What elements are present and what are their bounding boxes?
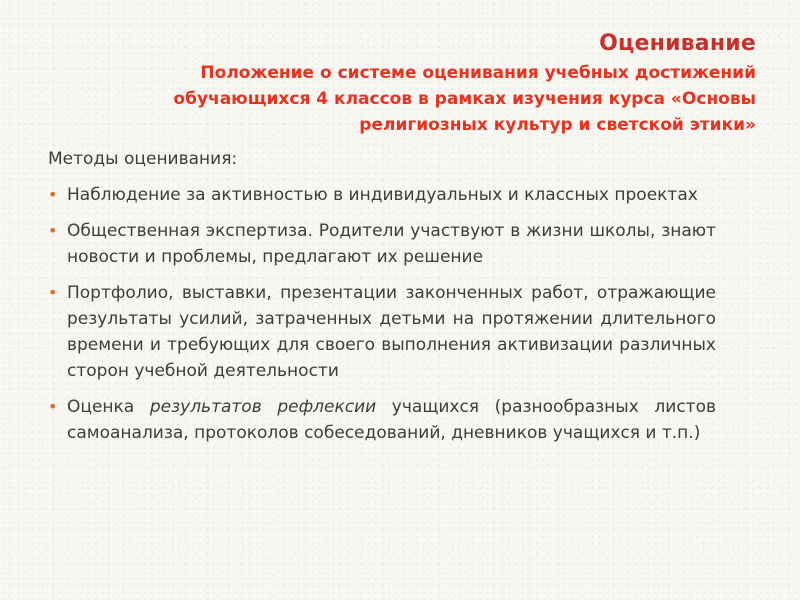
bullet-text-emphasis: результатов рефлексии [149,397,377,417]
bullet-item-portfolio [48,280,716,384]
bullet-text: Общественная экспертиза. Родители участвуют в жизни школы, знают новости и проблемы, предлагают их решение [67,221,716,267]
bullet-list [48,182,716,446]
bullet-text: Портфолио, выставки, презентации законченных работ, отражающие результаты усилий, затраченных детьми на протяжении длительного времени и требующих для своего выполнения активизации различных сторон учебной деятельности [67,283,716,381]
slide-title: Оценивание [599,31,756,56]
bullet-icon: • [48,397,58,416]
methods-label: Методы оценивания: [48,149,238,169]
title-block [66,30,756,138]
bullet-icon: • [48,185,58,204]
bullet-text-prefix: Оценка [67,397,150,417]
content-area [48,146,716,456]
bullet-item-reflection [48,394,716,446]
bullet-item-observation [48,182,716,208]
bullet-icon: • [48,283,58,302]
bullet-icon: • [48,221,58,240]
bullet-text-suffix: учащихся (разнообразных листов самоанализа, протоколов собеседований, дневников учащихся и т.п.) [67,397,716,443]
slide-subtitle: Положение о системе оценивания учебных достижений обучающихся 4 классов в рамках изучения курса «Основы религиозных культур и светской этики» [173,63,756,135]
bullet-item-public-expertise [48,218,716,270]
bullet-text: Наблюдение за активностью в индивидуальных и классных проектах [67,185,698,205]
